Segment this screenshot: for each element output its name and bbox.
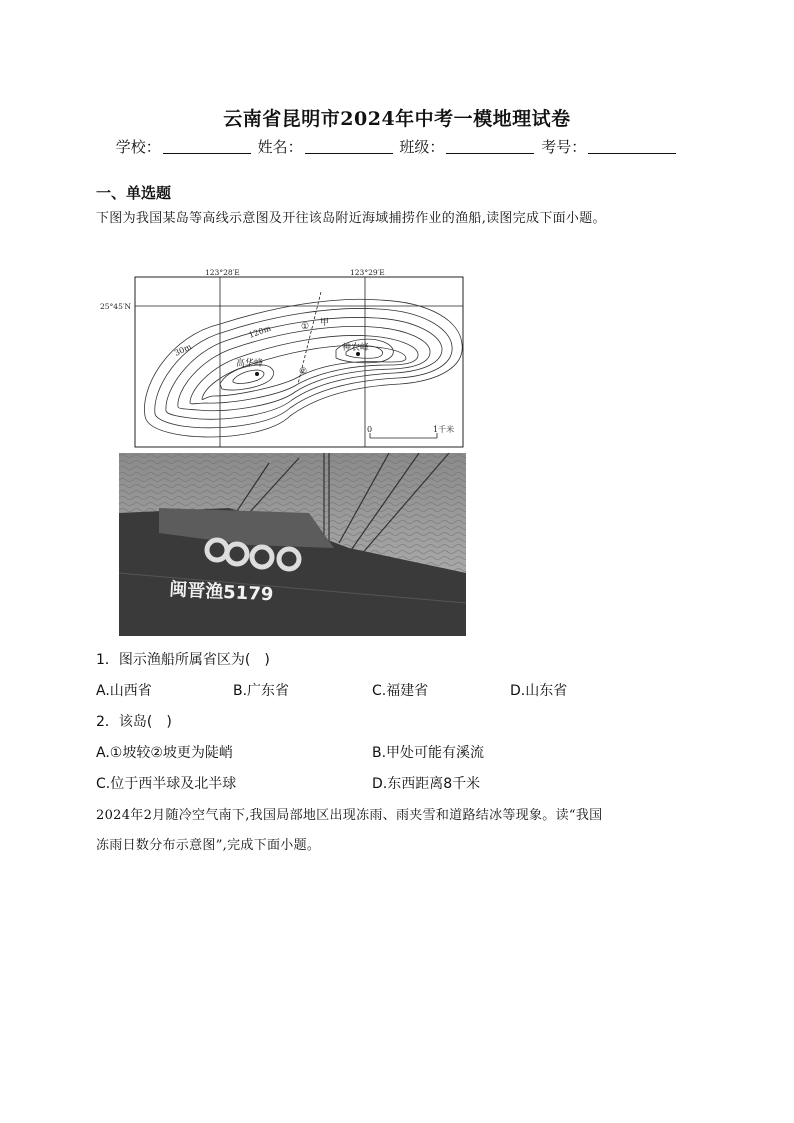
paragraph-line-2: 冻雨日数分布示意图”,完成下面小题。: [96, 838, 321, 853]
contour-120-label: 120m: [247, 323, 273, 340]
question-2-stem: 2．该岛( ): [96, 714, 172, 730]
marker-1: ①: [301, 322, 310, 332]
boat-hull-text: 闽晋渔5179: [168, 579, 274, 606]
intro-text: 下图为我国某岛等高线示意图及开往该岛附近海域捕捞作业的渔船,读图完成下面小题。: [96, 211, 606, 226]
lat-label: 25°45′N: [100, 302, 132, 311]
name-field[interactable]: 姓名：: [258, 136, 395, 157]
q2-option-c[interactable]: C.位于西半球及北半球: [96, 776, 237, 792]
q2-option-a[interactable]: A.①坡较②坡更为陡峭: [96, 745, 233, 761]
scale-zero: 0: [367, 425, 373, 434]
marker-2: ②: [299, 367, 308, 377]
q2-option-b[interactable]: B.甲处可能有溪流: [372, 745, 485, 761]
school-field[interactable]: 学校：: [116, 136, 253, 157]
q1-option-a[interactable]: A.山西省: [96, 683, 152, 699]
peak-west-label: 高华峰: [236, 359, 264, 369]
contour-map: [100, 266, 470, 452]
peak-east-label: 神农峰: [342, 343, 370, 353]
question-1-stem: 1．图示渔船所属省区为( ): [96, 652, 270, 668]
school-blank[interactable]: [163, 153, 251, 154]
lon-left-label: 123°28′E: [205, 268, 240, 277]
name-blank[interactable]: [305, 153, 393, 154]
class-blank[interactable]: [446, 153, 534, 154]
exam-number-field[interactable]: 考号：: [541, 136, 678, 157]
lon-right-label: 123°29′E: [350, 268, 385, 277]
contour-30-label: 30m: [173, 342, 193, 358]
q1-option-d[interactable]: D.山东省: [510, 683, 568, 699]
paragraph-line-1: 2024年2月随冷空气南下,我国局部地区出现冻雨、雨夹雪和道路结冰等现象。读“我国: [96, 808, 603, 823]
scale-end: 1千米: [433, 425, 455, 434]
q1-option-c[interactable]: C.福建省: [372, 683, 429, 699]
q2-option-d[interactable]: D.东西距离8千米: [372, 776, 481, 792]
section-heading: 一、单选题: [96, 184, 172, 202]
exam-number-blank[interactable]: [588, 153, 676, 154]
fishing-boat-photo: [119, 453, 466, 636]
class-field[interactable]: 班级：: [399, 136, 536, 157]
page-title: 云南省昆明市2024年中考一模地理试卷: [223, 108, 571, 130]
student-info-line: [0, 136, 794, 157]
q1-option-b[interactable]: B.广东省: [233, 683, 290, 699]
point-jia-label: 甲: [320, 318, 330, 328]
